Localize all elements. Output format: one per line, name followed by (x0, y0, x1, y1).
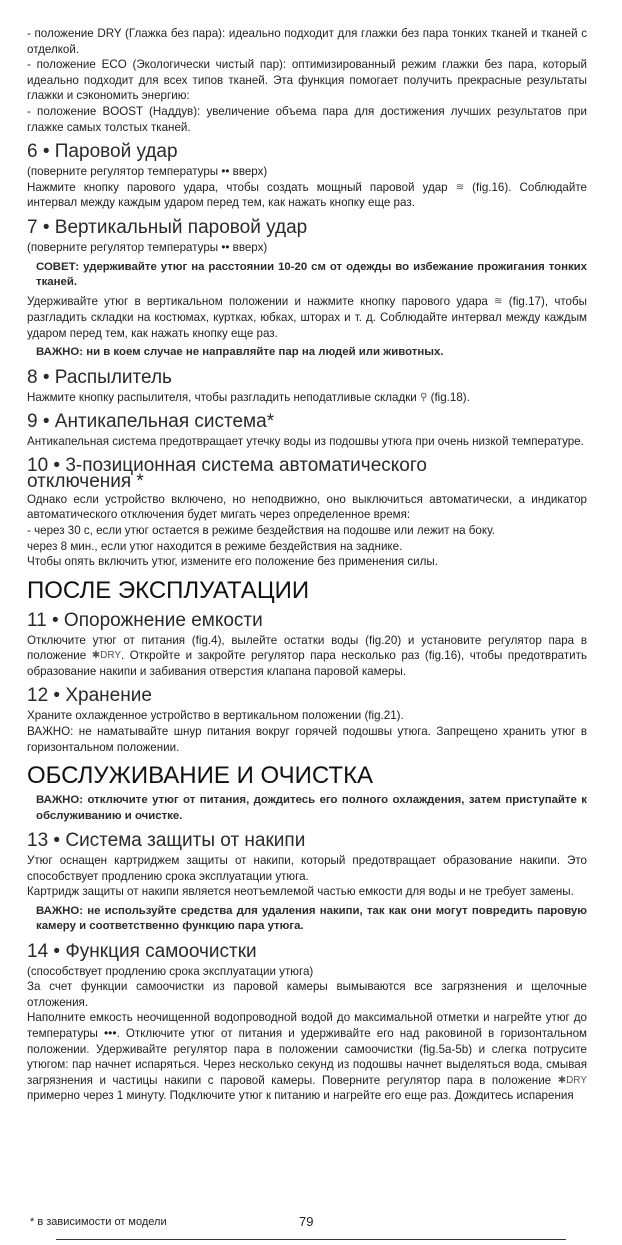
section-10-p4: Чтобы опять включить утюг, измените его положение без применения силы. (27, 555, 438, 569)
steam-burst-icon: ≋ (494, 296, 503, 308)
section-11-title: 11 • Опорожнение емкости (27, 609, 263, 631)
section-10-title (27, 454, 587, 492)
section-14-p2-b: . Отключите утюг от питания и удерживайте его над раковиной в горизонтальном положении. Удерживайте регулятор пара в положении самоочистки (fig.5a-5b) и слегка потрусите утюгом: пар начнет испаряться. Через несколько секунд из подошвы начнет выделяться вода, смывая загрязнения и частицы накипи с паровой камеры. Поверните регулятор пара в положение (27, 1027, 587, 1087)
section-13-title: 13 • Система защиты от накипи (27, 830, 306, 852)
section-7-title: 7 • Вертикальный паровой удар (27, 216, 308, 238)
section-6-text-a: Нажмите кнопку парового удара, чтобы создать мощный паровой удар (27, 180, 448, 194)
section-7-hint: (поверните регулятор температуры •• вверх) (27, 240, 268, 254)
section-7-text-b: (fig.17), чтобы разгладить складки на костюмах, куртках, юбках, шторах и т. д. Соблюдайте интервал между каждым ударом перед тем, как нажать кнопку еще раз. (27, 295, 587, 340)
manual-page (27, 26, 587, 1104)
section-12-p1: Храните охлажденное устройство в вертикальном положении (fig.21). (27, 709, 404, 723)
section-12-title: 12 • Хранение (27, 685, 152, 707)
section-13-warning: ВАЖНО: не используйте средства для удаления накипи, так как они могут повредить паровую камеру и соответственно функцию пара утюга. (36, 904, 587, 933)
section-8-text-b: (fig.18). (430, 390, 470, 404)
maintenance-title: ОБСЛУЖИВАНИЕ И ОЧИСТКА (27, 762, 374, 790)
section-13-p2: Картридж защиты от накипи является неотъемлемой частью емкости для воды и не требует замены. (27, 885, 574, 899)
after-use-title: ПОСЛЕ ЭКСПЛУАТАЦИИ (27, 576, 310, 604)
maintenance-warning: ВАЖНО: отключите утюг от питания, дождитесь его полного охлаждения, затем приступайте к обслуживанию и очистке. (36, 794, 587, 822)
section-6-text-b: (fig.16). Соблюдайте интервал между каждым ударом перед тем, как нажать кнопку еще раз. (27, 180, 587, 210)
footer-divider (56, 1239, 566, 1240)
section-10-p2: - через 30 с, если утюг остается в режиме бездействия на подошве или лежит на боку. (27, 523, 495, 537)
section-10-p3: через 8 мин., если утюг находится в режиме бездействия на заднике. (27, 539, 403, 553)
section-14-p2-c: примерно через 1 минуту. Подключите утюг к питанию и нагрейте его еще раз. Дождитесь испарения (27, 1089, 574, 1103)
section-14-p2-a: Наполните емкость неочищенной водопроводной водой до максимальной отметки и нагрейте утюг до температуры (27, 1011, 587, 1041)
dry-mark-icon: ✱DRY (557, 1074, 587, 1086)
section-10-p1: Однако если устройство включено, но неподвижно, оно выключиться автоматически, а индикатор автоматического отключения будет мигать через определенное время: (27, 492, 587, 522)
section-6-title: 6 • Паровой удар (27, 141, 178, 163)
page-number: 79 (299, 1214, 314, 1229)
section-14-hint: (способствует продлению срока эксплуатации утюга) (27, 964, 314, 978)
section-13-p1: Утюг оснащен картриджем защиты от накипи, который предотвращает образование накипи. Это способствует продлению срока эксплуатации утюга. (27, 854, 587, 883)
section-10-title-line2: отключения * (27, 470, 144, 492)
steam-burst-icon: ≋ (455, 181, 465, 193)
intro-eco: - положение ECO (Экологически чистый пар): оптимизированный режим глажки без пара, который идеально подходит для всех типов тканей. Эта функция помогает получить прекрасные результаты глажки и сэкономить энергию: (27, 58, 587, 103)
temperature-dots-icon: ••• (103, 1026, 117, 1041)
dry-mark-icon: ✱DRY (91, 650, 122, 662)
section-8-text (27, 390, 587, 406)
section-12-p2: ВАЖНО: не наматывайте шнур питания вокруг горячей подошвы утюга. Запрещено хранить утюг в горизонтальном положении. (27, 725, 587, 754)
section-8-text-a: Нажмите кнопку распылителя, чтобы разгладить неподатливые складки (27, 390, 417, 404)
section-7-text (27, 294, 587, 341)
section-6-text (27, 180, 587, 211)
section-11-text-b: . Откройте и закройте регулятор пара несколько раз (fig.16), чтобы предотвратить образование накипи и забивания отверстия клапана паровой камеры. (27, 649, 587, 678)
intro-dry: - положение DRY (Глажка без пара): идеально подходит для глажки без пара тонких тканей и тканей с отделкой. (27, 27, 587, 56)
section-9-text: Антикапельная система предотвращает утечку воды из подошвы утюга при очень низкой температуре. (27, 435, 584, 449)
section-14-p2 (27, 1010, 587, 1104)
section-6-hint: (поверните регулятор температуры •• вверх) (27, 165, 268, 179)
section-10-title-line1: 10 • 3-позиционная система автоматического (27, 454, 427, 476)
section-14-p1: За счет функции самоочистки из паровой камеры вымываются все загрязнения и щелочные отложения. (27, 980, 587, 1009)
section-11-text (27, 633, 587, 680)
section-7-warning: ВАЖНО: ни в коем случае не направляйте пар на людей или животных. (36, 346, 444, 359)
intro-boost: - положение BOOST (Наддув): увеличение объема пара для достижения лучших результатов при глажке самых толстых тканей. (27, 104, 587, 134)
section-7-text-a: Удерживайте утюг в вертикальном положении и нажмите кнопку парового удара (27, 295, 488, 309)
spray-icon: ⚲ (420, 391, 428, 403)
section-11-text-a: Отключите утюг от питания (fig.4), вылейте остатки воды (fig.20) и установите регулятор пара в положение (27, 633, 587, 663)
section-9-title: 9 • Антикапельная система* (27, 411, 275, 433)
section-14-title: 14 • Функция самоочистки (27, 940, 257, 962)
footer-note: * в зависимости от модели (30, 1216, 167, 1228)
section-8-title: 8 • Распылитель (27, 366, 172, 388)
section-7-tip: СОВЕТ: удерживайте утюг на расстоянии 10-20 см от одежды во избежание прожигания тонких тканей. (36, 260, 587, 288)
